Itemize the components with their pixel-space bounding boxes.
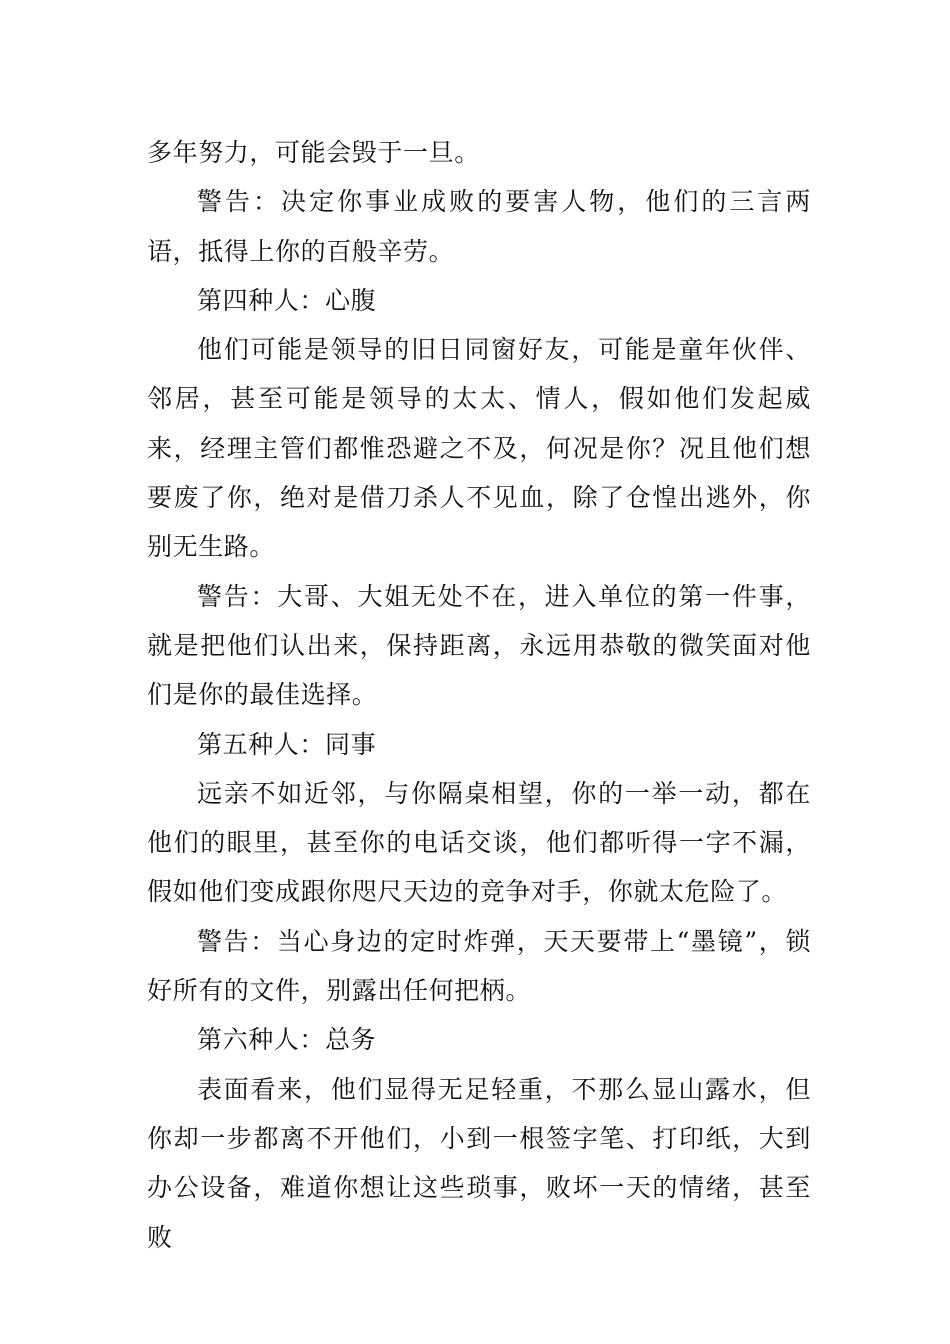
paragraph-body-4: 他们可能是领导的旧日同窗好友，可能是童年伙伴、邻居，甚至可能是领导的太太、情人，假如他们发起威来，经理主管们都惟恐避之不及，何况是你？况且他们想要废了你，绝对是借刀杀人不见血，除了仓惶出逃外，你别无生路。 (147, 335, 811, 562)
paragraph-body-5: 远亲不如近邻，与你隔桌相望，你的一举一动，都在他们的眼里，甚至你的电话交谈，他们都听得一字不漏，假如他们变成跟你咫尺天边的竞争对手，你就太危险了。 (147, 778, 811, 907)
section-heading-4: 第四种人：心腹 (197, 285, 377, 315)
paragraph-continuation: 多年努力，可能会毁于一旦。 (147, 138, 480, 167)
paragraph-body-6: 表面看来，他们显得无足轻重，不那么显山露水，但你却一步都离不开他们，小到一根签字笔、打印纸，大到办公设备，难道你想让这些琐事，败坏一天的情绪，甚至败 (147, 1074, 811, 1252)
paragraph-warning-3: 警告：决定你事业成败的要害人物，他们的三言两语，抵得上你的百般辛劳。 (147, 187, 811, 266)
section-heading-6: 第六种人：总务 (197, 1025, 377, 1055)
paragraph-warning-4: 警告：大哥、大姐无处不在，进入单位的第一件事，就是把他们认出来，保持距离，永远用恭敬的微笑面对他们是你的最佳选择。 (147, 581, 811, 710)
section-heading-5: 第五种人：同事 (197, 729, 377, 759)
body-text (147, 128, 811, 1262)
paragraph-warning-5: 警告：当心身边的定时炸弹，天天要带上“墨镜”，锁好所有的文件，别露出任何把柄。 (147, 926, 811, 1006)
